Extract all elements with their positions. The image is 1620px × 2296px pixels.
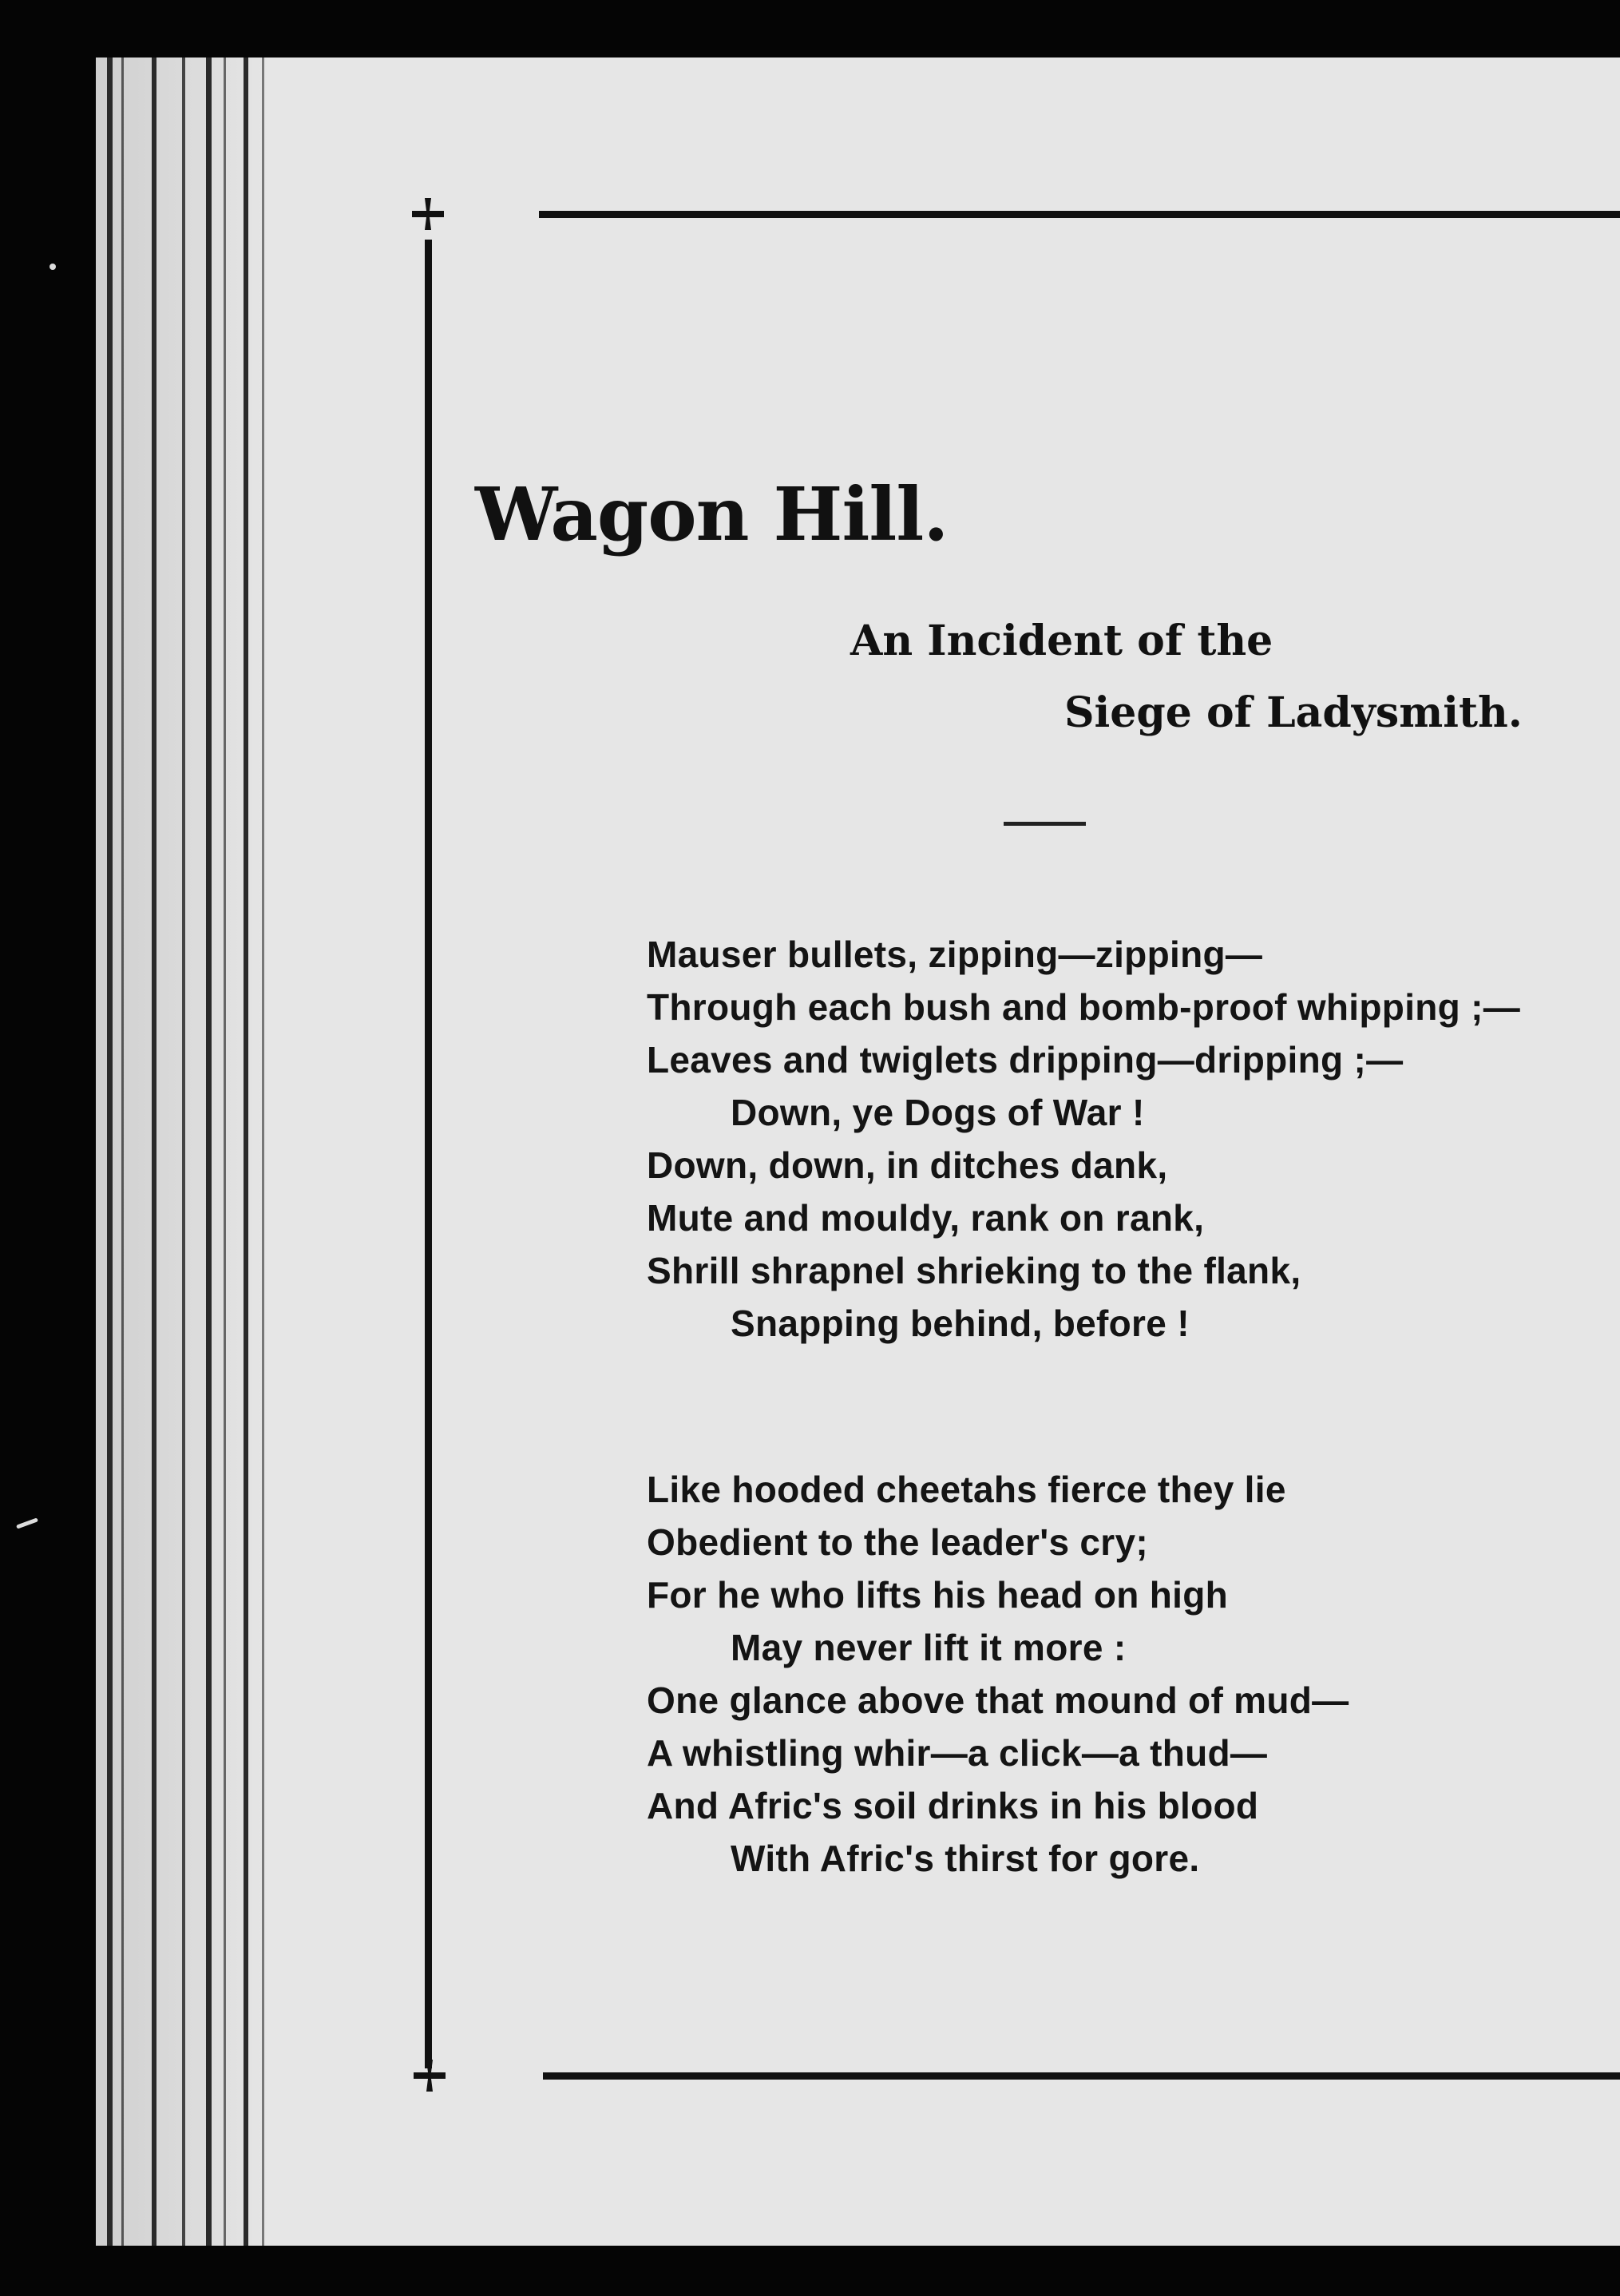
poem-line: One glance above that mound of mud— [647,1679,1349,1721]
poem-line: Down, down, in ditches dank, [647,1144,1168,1186]
border-bottom-rule [543,2072,1620,2080]
scan-speck [50,264,56,270]
border-top-rule [539,211,1620,218]
page-edge [152,57,156,2246]
stanza [647,1463,1349,1885]
poem-line: Down, ye Dogs of War ! [731,1092,1145,1133]
poem-subtitle-line-2: Siege of Ladysmith. [1064,688,1523,737]
poem-line: Snapping behind, before ! [731,1303,1190,1344]
poem-subtitle-line-1: An Incident of the [850,617,1273,665]
section-divider [1004,822,1086,826]
poem-title: Wagon Hill. [475,471,949,557]
page-edge [121,57,124,2246]
poem-line: A whistling whir—a click—a thud— [647,1732,1268,1774]
maltese-cross-icon [412,2058,447,2093]
page-edge [224,57,226,2246]
scan-speck [16,1517,38,1529]
maltese-cross-icon [410,196,446,232]
poem-line: Leaves and twiglets dripping—dripping ;— [647,1039,1404,1081]
stanza [647,928,1520,1350]
page-edge [206,57,212,2246]
poem-line: Mute and mouldy, rank on rank, [647,1197,1205,1239]
poem-line: Obedient to the leader's cry; [647,1521,1149,1563]
poem-line: For he who lifts his head on high [647,1574,1228,1616]
poem-line: And Afric's soil drinks in his blood [647,1785,1259,1826]
poem-line: Like hooded cheetahs fierce they lie [647,1469,1286,1510]
page-edge [182,57,185,2246]
page-edge [244,57,248,2246]
scanned-page [96,57,1620,2246]
poem-line: Mauser bullets, zipping—zipping— [647,934,1263,975]
border-left-rule [425,240,432,2068]
page-edge [262,57,264,2246]
poem-line: Shrill shrapnel shrieking to the flank, [647,1250,1301,1291]
poem-line: With Afric's thirst for gore. [731,1838,1200,1879]
poem-line: Through each bush and bomb-proof whipping ;— [647,986,1521,1028]
poem-line: May never lift it more : [731,1627,1127,1668]
page-edge [107,57,113,2246]
